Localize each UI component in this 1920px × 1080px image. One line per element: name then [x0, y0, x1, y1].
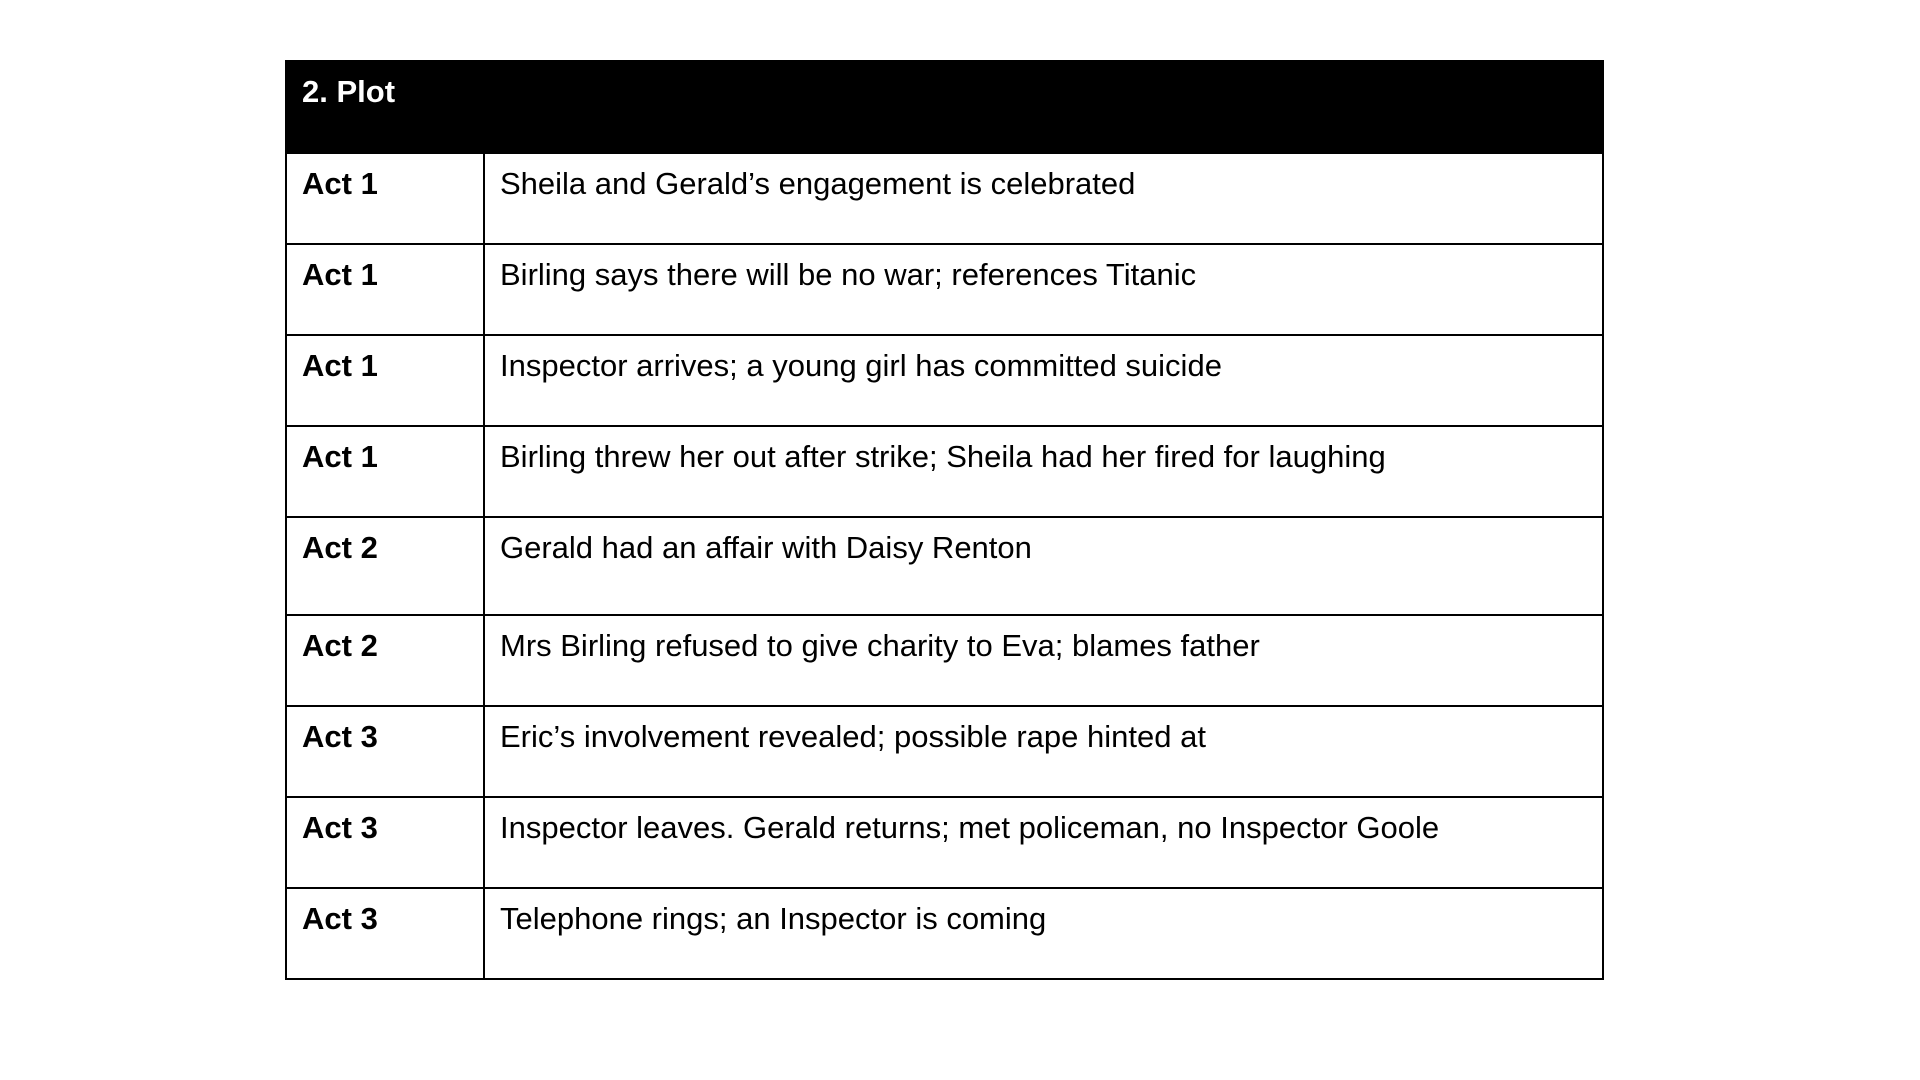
act-cell: Act 3	[286, 888, 484, 979]
event-cell: Sheila and Gerald’s engagement is celebrated	[484, 153, 1603, 244]
table-row	[286, 706, 1603, 797]
act-cell: Act 3	[286, 797, 484, 888]
act-cell: Act 1	[286, 153, 484, 244]
table-row	[286, 888, 1603, 979]
event-cell: Mrs Birling refused to give charity to Eva; blames father	[484, 615, 1603, 706]
table-row	[286, 797, 1603, 888]
table-row	[286, 244, 1603, 335]
table-row	[286, 426, 1603, 517]
act-cell: Act 1	[286, 244, 484, 335]
table-row	[286, 153, 1603, 244]
act-cell: Act 1	[286, 335, 484, 426]
event-cell: Birling says there will be no war; references Titanic	[484, 244, 1603, 335]
act-cell: Act 2	[286, 615, 484, 706]
act-cell: Act 3	[286, 706, 484, 797]
act-cell: Act 1	[286, 426, 484, 517]
act-cell: Act 2	[286, 517, 484, 615]
table-row	[286, 517, 1603, 615]
event-cell: Telephone rings; an Inspector is coming	[484, 888, 1603, 979]
table-row	[286, 335, 1603, 426]
event-cell: Inspector leaves. Gerald returns; met policeman, no Inspector Goole	[484, 797, 1603, 888]
event-cell: Birling threw her out after strike; Sheila had her fired for laughing	[484, 426, 1603, 517]
table-header-row	[286, 61, 1603, 153]
event-cell: Inspector arrives; a young girl has committed suicide	[484, 335, 1603, 426]
table-row	[286, 615, 1603, 706]
event-cell: Gerald had an affair with Daisy Renton	[484, 517, 1603, 615]
table-title: 2. Plot	[286, 61, 1603, 153]
plot-table	[285, 60, 1604, 980]
event-cell: Eric’s involvement revealed; possible rape hinted at	[484, 706, 1603, 797]
